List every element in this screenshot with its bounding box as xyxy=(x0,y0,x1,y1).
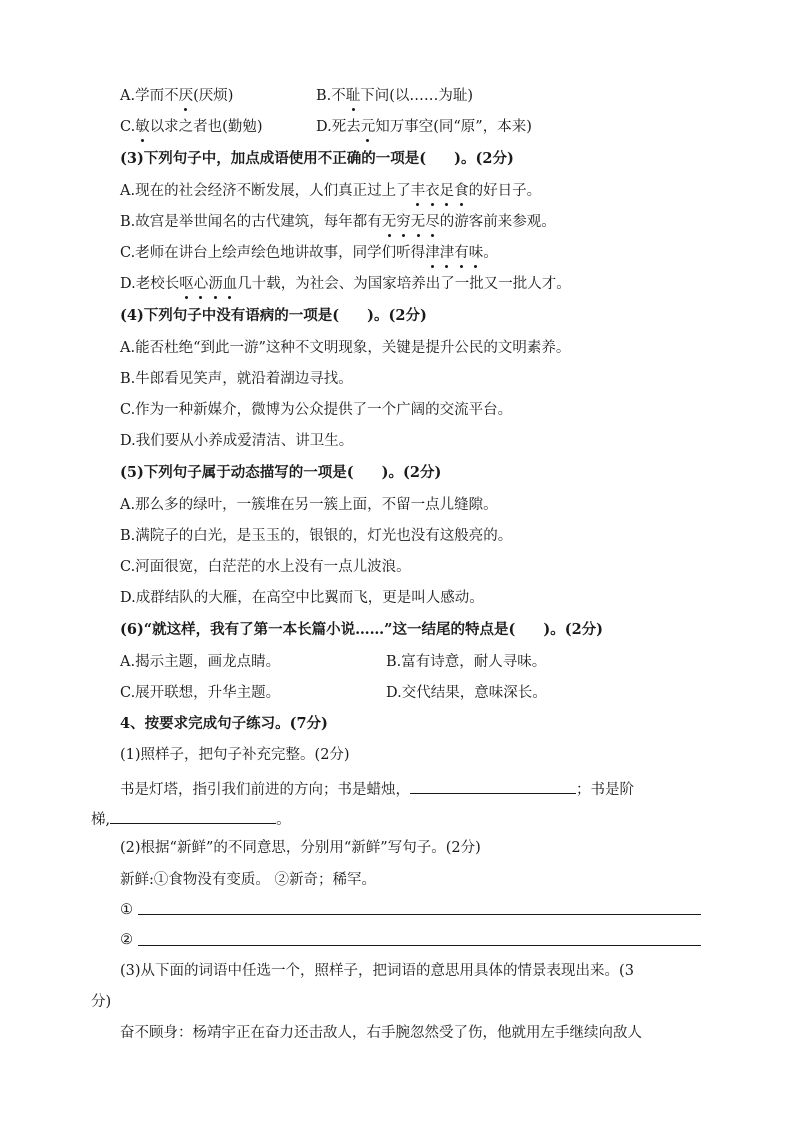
q6-option-d: D.交代结果，意味深长。 xyxy=(386,685,547,701)
q2-option-d: D.死去元知万事空(同“原”，本来) xyxy=(316,119,532,135)
q4-option-a: A.能否杜绝“到此一游”这种不文明现象，关键是提升公民的文明素养。 xyxy=(120,340,571,356)
q3-option-b: B.故宫是举世闻名的古代建筑，每年都有无穷无尽的游客前来参观。 xyxy=(120,214,556,230)
q3-title: (3)下列句子中，加点成语使用不正确的一项是( )。(2分) xyxy=(120,150,514,167)
s4-part2-title: (2)根据“新鲜”的不同意思，分别用“新鲜”写句子。(2分) xyxy=(120,840,481,856)
emphasis-dot-char: 食 xyxy=(454,183,469,199)
emphasis-dot-char: 血 xyxy=(222,276,238,292)
q6-title: (6)“就这样，我有了第一本长篇小说……”这一结尾的特点是( )。(2分) xyxy=(120,621,604,638)
q4-option-c: C.作为一种新媒介，微博为公众提供了一个广阔的交流平台。 xyxy=(120,402,513,418)
emphasis-dot-char: 衣 xyxy=(425,183,440,199)
fill-blank-underline[interactable] xyxy=(110,808,276,824)
emphasis-dot-char: 呕 xyxy=(179,276,194,292)
section-4-title: 4、按要求完成句子练习。(7分) xyxy=(120,715,328,732)
s4-part2-mark-2: ② xyxy=(120,932,133,948)
q4-option-b: B.牛郎看见笑声，就沿着湖边寻找。 xyxy=(120,371,353,387)
emphasis-dot-char: 丰 xyxy=(410,183,426,199)
emphasis-dot-char: 沥 xyxy=(208,276,223,292)
q5-option-b: B.满院子的白光，是玉玉的，银银的，灯光也没有这般亮的。 xyxy=(120,528,513,544)
emphasis-dot-char: 心 xyxy=(193,276,209,292)
emphasis-dot-char: 尽 xyxy=(425,214,440,230)
s4-part3-title-line1: (3)从下面的词语中任选一个，照样子，把词语的意思用具体的情景表现出来。(3 xyxy=(120,963,634,979)
answer-line-2[interactable] xyxy=(138,945,701,946)
q2-option-b: B.不耻下问(以……为耻) xyxy=(316,88,474,104)
q3-option-d: D.老校长呕心沥血几十载，为社会、为国家培养出了一批又一批人才。 xyxy=(120,276,571,292)
q6-option-a: A.揭示主题，画龙点睛。 xyxy=(120,654,281,670)
emphasis-dot-char: 无 xyxy=(410,214,426,230)
q2-option-a: A.学而不厌(厌烦) xyxy=(120,88,234,104)
emphasis-dot-char: 津 xyxy=(439,245,455,261)
q4-option-d: D.我们要从小养成爱清洁、讲卫生。 xyxy=(120,433,354,449)
q5-option-c: C.河面很宽，白茫茫的水上没有一点儿波浪。 xyxy=(120,559,411,575)
emphasis-dot-char: 有 xyxy=(454,245,469,261)
q3-option-a: A.现在的社会经济不断发展，人们真正过上了丰衣足食的好日子。 xyxy=(120,183,542,199)
emphasis-dot-char: 足 xyxy=(439,183,455,199)
s4-part3-title-line2: 分) xyxy=(91,994,112,1010)
q6-option-b: B.富有诗意，耐人寻味。 xyxy=(386,654,547,670)
answer-line-1[interactable] xyxy=(138,914,701,915)
s4-part1-line1: 书是灯塔，指引我们前进的方向；书是蜡烛， ；书是阶 xyxy=(120,778,634,800)
emphasis-dot-char: 厌 xyxy=(178,88,194,104)
emphasis-dot-char: 敏 xyxy=(135,119,150,135)
emphasis-dot-char: 耻 xyxy=(345,88,361,104)
s4-part2-mark-1: ① xyxy=(120,902,133,918)
q2-option-c: C.敏以求之者也(勤勉) xyxy=(120,119,263,135)
emphasis-dot-char: 味 xyxy=(468,245,484,261)
emphasis-dot-char: 无 xyxy=(381,214,397,230)
emphasis-dot-char: 元 xyxy=(360,119,376,135)
emphasis-dot-char: 穷 xyxy=(396,214,411,230)
s4-part1-title: (1)照样子，把句子补充完整。(2分) xyxy=(120,747,350,763)
s4-part2-meanings: 新鲜:①食物没有变质。 ②新奇；稀罕。 xyxy=(120,872,376,888)
q3-option-c: C.老师在讲台上绘声绘色地讲故事，同学们听得津津有味。 xyxy=(120,245,498,261)
q5-option-a: A.那么多的绿叶，一簇堆在另一簇上面，不留一点儿缝隙。 xyxy=(120,497,498,513)
emphasis-dot-char: 津 xyxy=(425,245,440,261)
fill-blank-underline[interactable] xyxy=(410,778,576,794)
q5-option-d: D.成群结队的大雁，在高空中比翼而飞，更是叫人感动。 xyxy=(120,590,484,606)
q4-title: (4)下列句子中没有语病的一项是( )。(2分) xyxy=(120,307,427,324)
s4-part3-example: 奋不顾身：杨靖宇正在奋力还击敌人，右手腕忽然受了伤，他就用左手继续向敌人 xyxy=(120,1025,642,1041)
q5-title: (5)下列句子属于动态描写的一项是( )。(2分) xyxy=(120,464,442,481)
s4-part1-line2: 梯, 。 xyxy=(91,808,291,830)
q6-option-c: C.展开联想，升华主题。 xyxy=(120,685,281,701)
